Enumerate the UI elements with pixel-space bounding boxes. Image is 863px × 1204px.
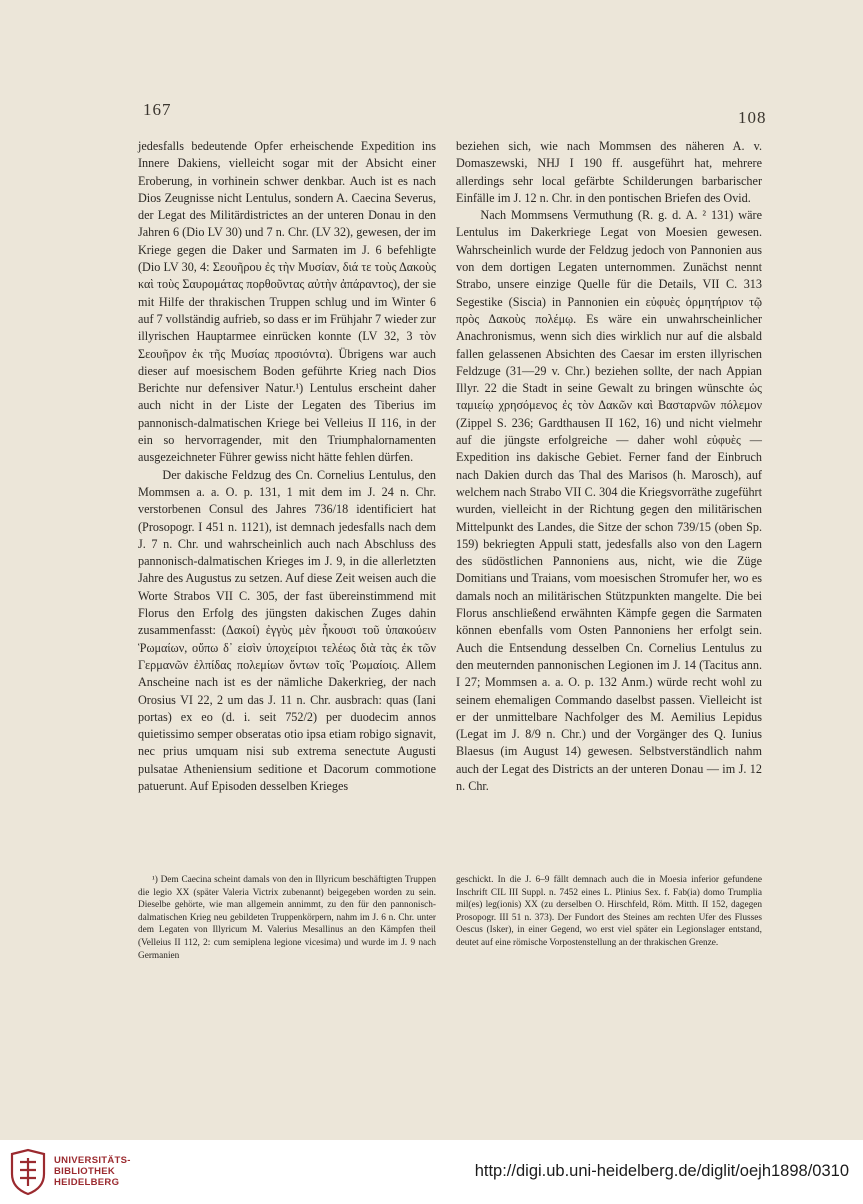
left-page-number: 167 <box>143 100 172 119</box>
library-name-line-2: BIBLIOTHEK <box>54 1166 116 1177</box>
left-paragraph-2: Der dakische Feldzug des Cn. Cornelius Lentulus, den Mommsen a. a. O. p. 131, 1 mit dem im J. 24 n. Chr. verstorbenen Consul des Jahres 736/18 identificiert hat (Prosopogr. I 451 n. 1121), ist demnach jedesfalls nach dem J. 7 n. Chr. und wahrscheinlich auch nach Abschluss des pannonisch-dalmatischen Krieges im J. 9, in die allerletzten Jahre des Augustus zu setzen. Auf diese Zeit weisen auch die Worte Strabos VII C. 305, der fast übereinstimmend mit Florus den Erfolg des jüngsten dakischen Zuges dahin zusammenfasst: (Δακοί) ἐγγὺς μὲν ἧκουσι τοῦ ὑπακούειν Ῥωμαίων, οὔπω δ᾽ εἰσὶν ὑποχείριοι τελέως διὰ τὰς ἐκ τῶν Γερμανῶν ἐλπίδας πολεμίων ὄντων τοῖς Ῥωμαίοις. Allem Anscheine nach ist es der nämliche Dakerkrieg, der nach Orosius VI 22, 2 um das J. 11 n. Chr. ausbrach: quas (Iani portas) ex eo (d. i. seit 752/2) per duodecim annos quietissimo semper obseratas otio ipsa etiam robigo signavit, nec prius umquam nisi sub extrema senectute Augusti pulsatae Atheniensium seditione et Dacorum commotione patuerunt. Auf Episoden desselben Krieges <box>138 467 436 793</box>
left-footnote-text: ¹) Dem Caecina scheint damals von den in Illyricum beschäftigten Truppen die legio XX (später Valeria Victrix zubenannt) beigegeben worden zu sein. Dieselbe gehörte, wie man allgemein annimmt, zu den für den pannonisch-dalmatischen Krieg neu gebildeten Truppenkörpern, nahm im J. 6 n. Chr. unter dem Legaten von Illyricum M. Valerius Mesallinus an den Kämpfen theil (Velleius II 112, 2: cum semiplena legione vicesima) und wurde im J. 9 nach Germanien <box>138 875 436 961</box>
library-logo-icon[interactable] <box>8 1148 48 1196</box>
left-paragraph-1: jedesfalls bedeutende Opfer erheischende Expedition ins Innere Dakiens, vielleicht sogar mit der Absicht einer Eroberung, in vorhinein schwer denkbar. Auch ist es nach Dios Zeugnisse nicht Lentulus, sondern A. Caecina Severus, der Legat des Militärdistrictes an der unteren Donau in den Jahren 6 (Dio LV 30) und 7 n. Chr. (LV 32), gewesen, der im Kriege gegen die Daker und Sarmaten im J. 6 befehligte (Dio LV 30, 4: Σεουῆρου ἐς τὴν Μυσίαν, διά τε τοὺς Δακοὺς καὶ τοὺς Σαυρομάτας πορθοῦντας αὐτὴν ἀπάραντος), der sie mit Hilfe der thrakischen Truppen schlug und im Winter 6 auf 7 vollständig aufrieb, so dass er im Frühjahr 7 wieder zur illyrischen Hauptarmee einrücken konnte (LV 32, 3 τὸν Σεουῆρον ἐκ τῆς Μυσίας προσιόντα). Übrigens war auch dieser auf moesischem Boden geführte Krieg nach Dios Berichte nur defensiver Natur.¹) Lentulus erscheint daher auch nicht in der Liste der Legaten des Tiberius im pannonisch-dalmatischen Kriege bei Velleius II 116, in der ein so hervorragender, mit den Triumphalornamenten ausgezeichneter Führer gewiss nicht hätte fehlen dürfen. <box>138 139 436 465</box>
right-page-number: 108 <box>738 108 767 127</box>
library-name[interactable] <box>54 1155 131 1188</box>
right-footnote-text: geschickt. In die J. 6–9 fällt demnach auch die in Moesia inferior gefundene Inschrift CIL III Suppl. n. 7452 eines L. Plinius Sex. f. Fab(ia) domo Trumplia mil(es) leg(ionis) XX (zu derselben O. Hirschfeld, Röm. Mitth. II 152, dagegen Prosopogr. III 51 n. 373). Der Fundort des Steines am rechten Ufer des Flusses Oescus (Isker), in einer Gegend, wo erst viel später ein Legionslager entstand, deutet auf eine römische Vorpostenstellung an der thrakischen Grenze. <box>456 875 762 948</box>
left-column <box>138 138 436 795</box>
right-footnote <box>456 874 762 950</box>
right-column <box>456 138 762 795</box>
permalink-url[interactable]: http://digi.ub.uni-heidelberg.de/diglit/oejh1898/0310 <box>474 1162 849 1180</box>
left-footnote <box>138 874 436 962</box>
library-name-line-3: HEIDELBERG <box>54 1177 120 1188</box>
library-name-line-1: UNIVERSITÄTS- <box>54 1155 131 1166</box>
right-paragraph-2: Nach Mommsens Vermuthung (R. g. d. A. ² 131) wäre Lentulus im Dakerkriege Legat von Moesien gewesen. Wahrscheinlich wurde der Feldzug jedoch von Pannonien aus von dem dortigen Legaten unternommen. Zunächst nennt Strabo, unsere einzige Quelle für die Details, VII C. 313 Segestike (Siscia) in Pannonien ein εὐφυὲς ὁρμητήριον τῷ πρὸς Δακοὺς πολέμῳ. Es wäre ein unwahrscheinlicher Anachronismus, wenn sich dies wirklich nur auf die alsbald fallen gelassenen Absichten des Caesar im ersten illyrischen Feldzuge (31—29 v. Chr.) beziehen sollte, der nach Appian Illyr. 22 die Stadt in seine Gewalt zu bringen wünschte ὡς ταμιείῳ χρησόμενος ἐς τὸν Δακῶν καὶ Βασταρνῶν πόλεμον (Zippel S. 236; Gardthausen II 162, 16) und nicht vielmehr auf die jüngste erfolgreiche — daher wohl εὐφυὲς — Expedition ins dakische Gebiet. Ferner fand der Einbruch nach Dakien durch das Thal des Marisos (h. Marosch), auf welchem nach Strabo VII C. 304 die Kriegsvorräthe zugeführt wurden, vielleicht in der Richtung gegen den militärischen Mittelpunkt des Landes, die Sitze der schon 739/15 (oben Sp. 159) bekriegten Appuli statt, jedesfalls also von den Lagern des südöstlichen Pannoniens aus, nicht, wie die Züge Domitians und Traians, vom moesischen Stromufer her, wo es damals noch an militärischen Stützpunkten mangelte. Die bei Florus anschließend erwähnten Kämpfe gegen die Sarmaten können ebenfalls vom Osten Pannoniens her erfolgt sein. Auch die Entsendung desselben Cn. Cornelius Lentulus zu den meuternden pannonischen Legionen im J. 14 (Tacitus ann. I 27; Mommsen a. a. O. p. 132 Anm.) würde recht wohl zu seinem ehemaligen Commando daselbst passen. Vielleicht ist er der unmittelbare Nachfolger des M. Aemilius Lepidus (Legat im J. 8/9 n. Chr.) und der Vorgänger des Q. Iunius Blaesus (im August 14) gewesen. Selbstverständlich nahm auch der Legat des Districts an der unteren Donau — im J. 12 n. Chr. <box>456 208 762 793</box>
right-paragraph-1: beziehen sich, wie nach Mommsen des näheren A. v. Domaszewski, NHJ I 190 ff. ausgeführt hat, mehrere allerdings sehr local gefärbte Schilderungen barbarischer Einfälle im J. 12 n. Chr. in den pontischen Briefen des Ovid. <box>456 139 762 205</box>
